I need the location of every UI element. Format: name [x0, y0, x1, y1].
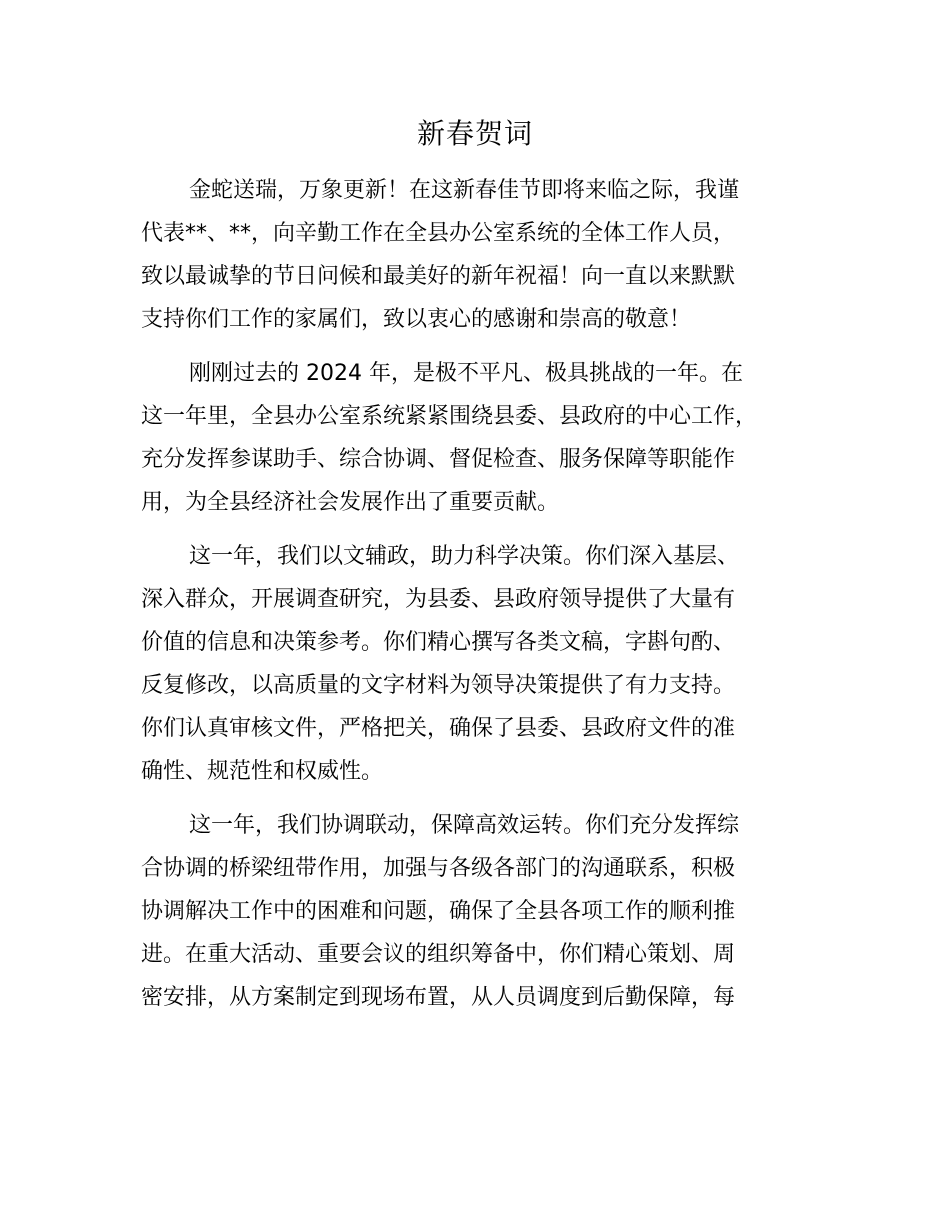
paragraph-4-line-2: 合协调的桥梁纽带作用，加强与各级各部门的沟通联系，积极 [141, 856, 736, 881]
paragraph-3-line-1: 这一年，我们以文辅政，助力科学决策。你们深入基层、 [189, 544, 740, 569]
page-title: 新春贺词 [416, 117, 533, 150]
paragraph-3-line-2: 深入群众，开展调查研究，为县委、县政府领导提供了大量有 [141, 587, 736, 612]
paragraph-2-line-2: 这一年里，全县办公室系统紧紧围绕县委、县政府的中心工作， [141, 404, 758, 429]
paragraph-4-line-1: 这一年，我们协调联动，保障高效运转。你们充分发挥综 [189, 813, 740, 838]
paragraph-3-line-5: 你们认真审核文件，严格把关，确保了县委、县政府文件的准 [141, 716, 736, 741]
paragraph-2-line-1: 刚刚过去的 2024 年，是极不平凡、极具挑战的一年。在 [189, 361, 743, 386]
paragraph-1-line-4: 支持你们工作的家属们，致以衷心的感谢和崇高的敬意！ [141, 307, 692, 332]
paragraph-4-line-5: 密安排，从方案制定到现场布置，从人员调度到后勤保障，每 [141, 985, 736, 1010]
paragraph-4-line-4: 进。在重大活动、重要会议的组织筹备中，你们精心策划、周 [141, 942, 736, 967]
paragraph-1-line-2: 代表**、**，向辛勤工作在全县办公室系统的全体工作人员， [141, 221, 736, 246]
paragraph-3-line-3: 价值的信息和决策参考。你们精心撰写各类文稿，字斟句酌、 [141, 630, 736, 655]
paragraph-2-line-4: 用，为全县经济社会发展作出了重要贡献。 [141, 490, 560, 515]
paragraph-3-line-4: 反复修改，以高质量的文字材料为领导决策提供了有力支持。 [141, 673, 736, 698]
paragraph-3-line-6: 确性、规范性和权威性。 [141, 759, 384, 784]
paragraph-2-line-3: 充分发挥参谋助手、综合协调、督促检查、服务保障等职能作 [141, 447, 736, 472]
paragraph-1-line-1: 金蛇送瑞，万象更新！在这新春佳节即将来临之际，我谨 [189, 178, 740, 203]
paragraph-1-line-3: 致以最诚挚的节日问候和最美好的新年祝福！向一直以来默默 [141, 264, 736, 289]
paragraph-4-line-3: 协调解决工作中的困难和问题，确保了全县各项工作的顺利推 [141, 899, 736, 924]
